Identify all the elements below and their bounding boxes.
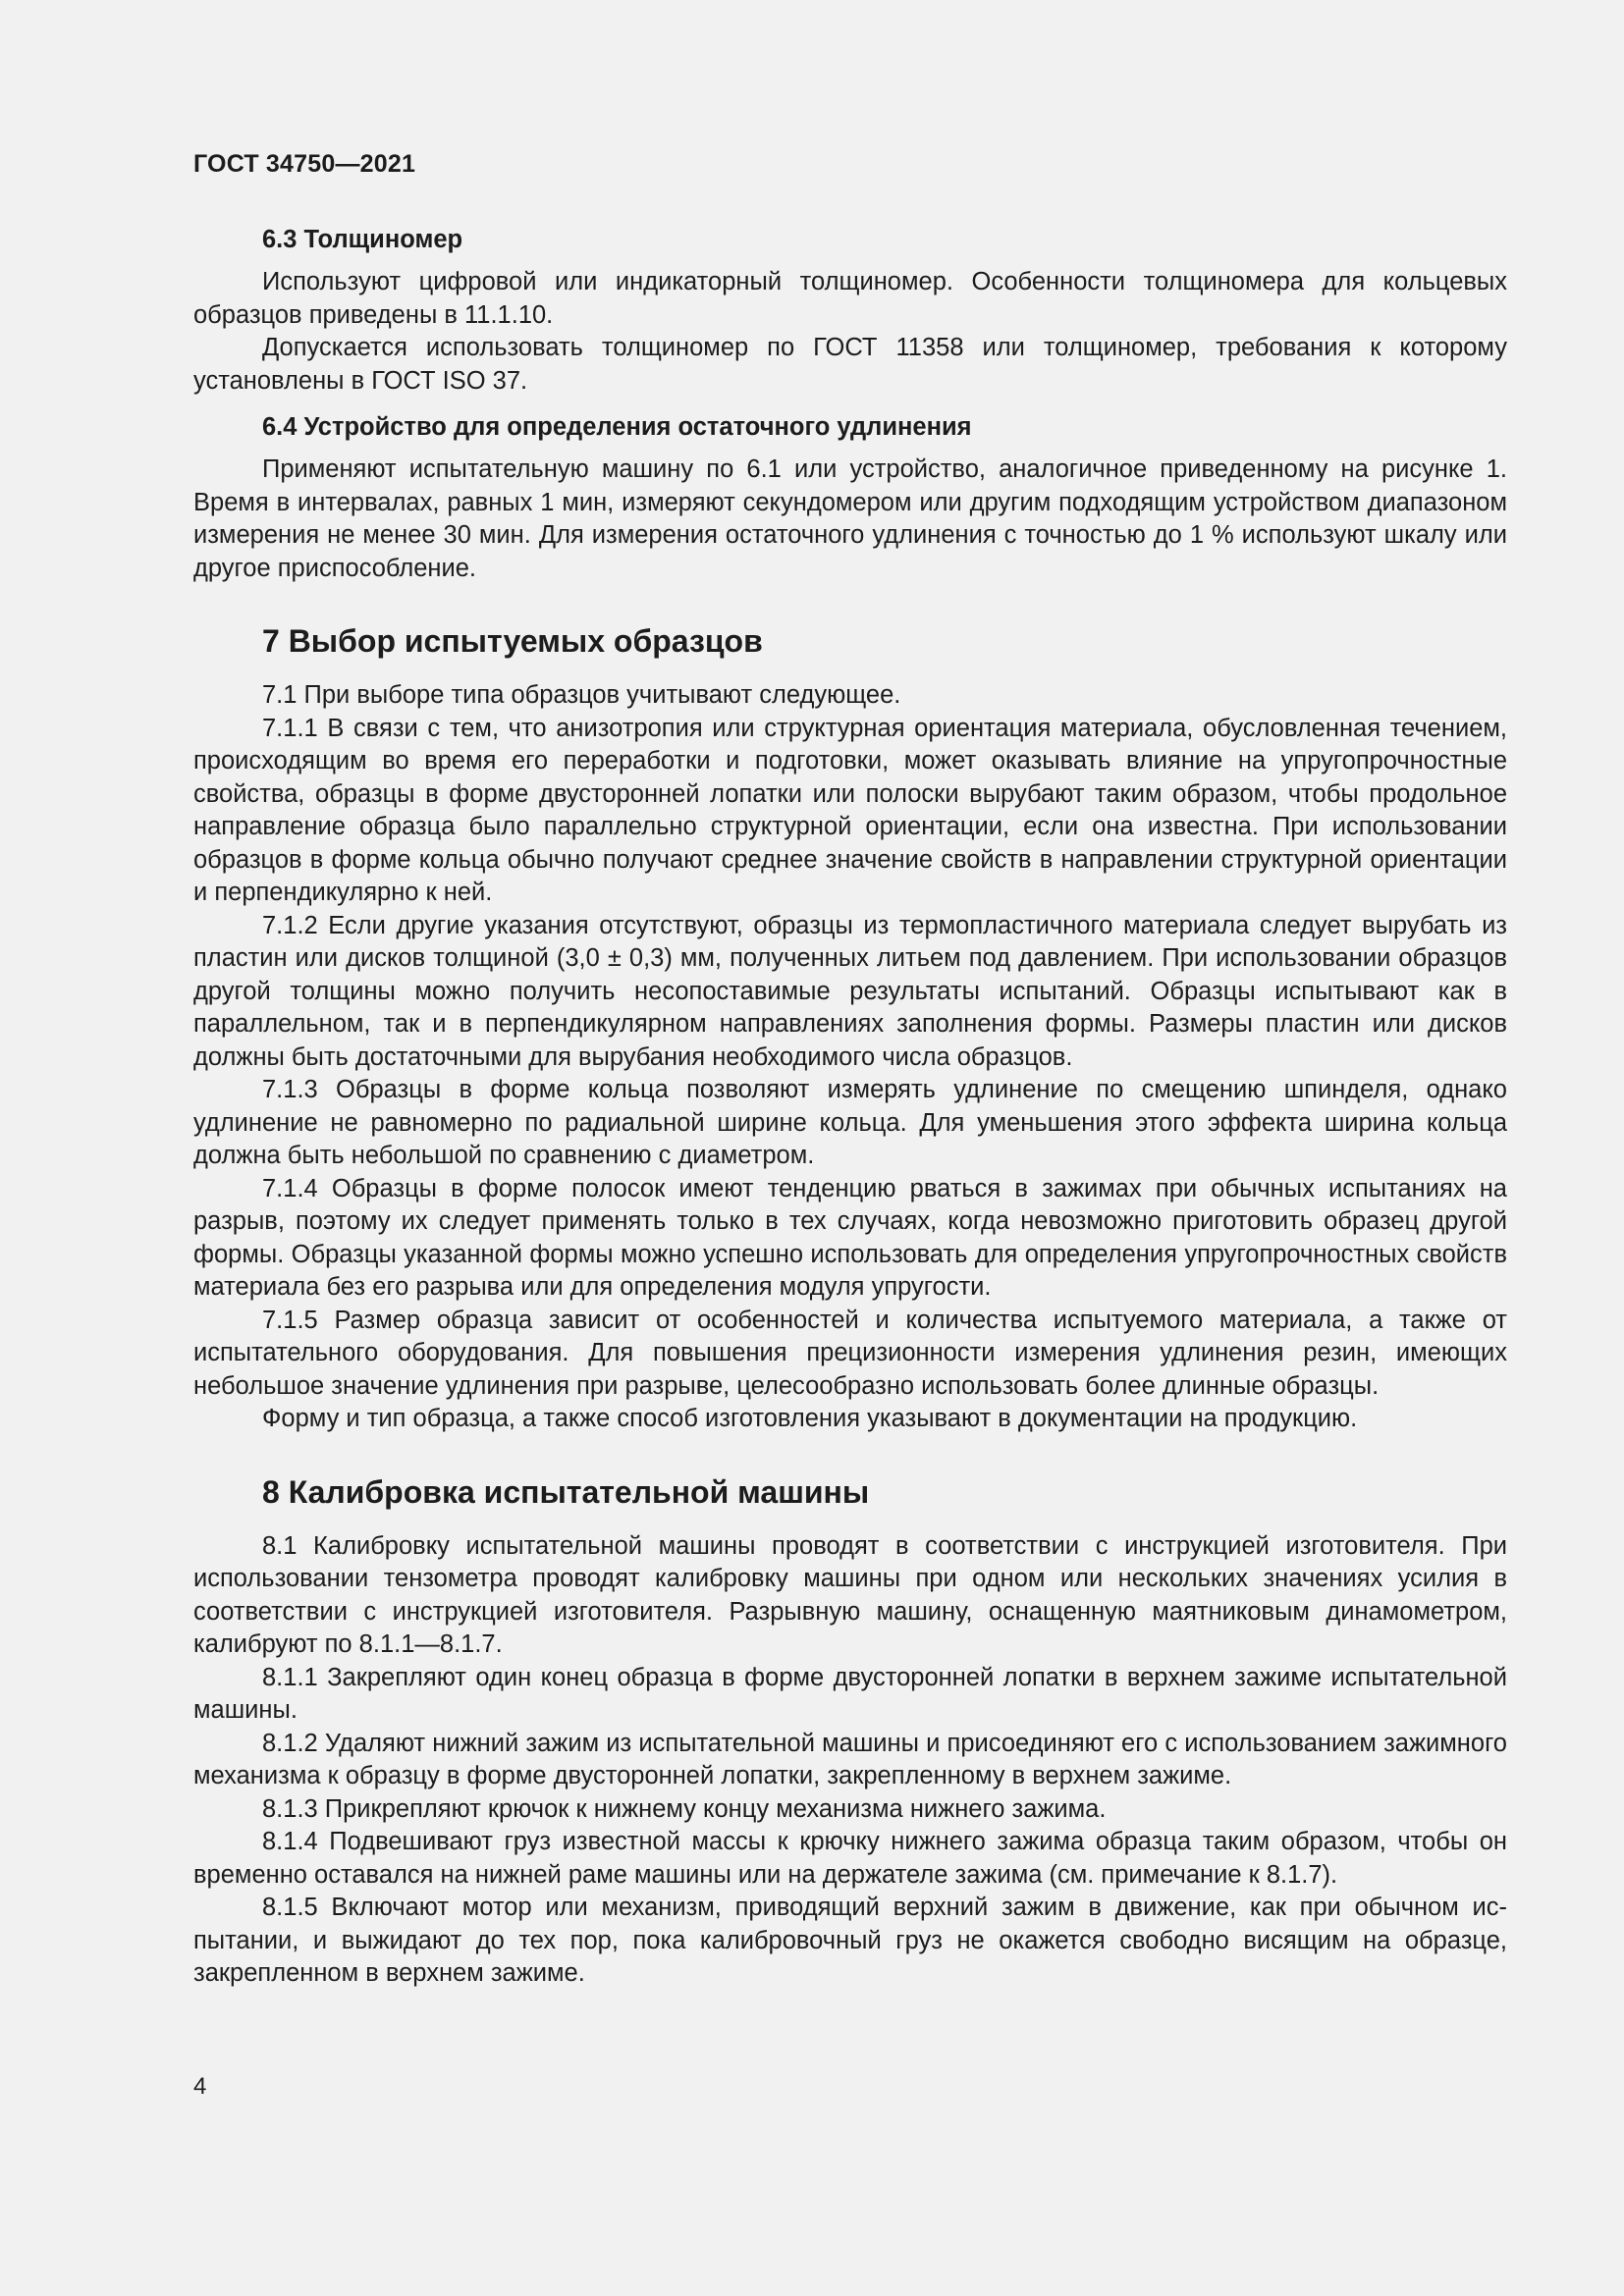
paragraph: 8.1 Калибровку испытательной машины проводят в соответствии с инструкцией изготовителя. При использовании тензометра проводят калибровку машины при одном или нескольких значениях усилия в соответствии с инструкцией изготовителя. Разрывную машину, оснащенную маятниковым динамометром, калибруют по 8.1.1—8.1.7. [193, 1531, 1507, 1658]
paragraph: 8.1.1 Закрепляют один конец образца в форме двусторонней лопатки в верхнем зажиме испытательной машины. [193, 1663, 1507, 1724]
paragraph: Допускается использовать толщиномер по ГОСТ 11358 или толщиномер, требования к которому установлены в ГОСТ ISO 37. [193, 334, 1507, 395]
subsection-heading-6-3: 6.3 Толщиномер [262, 226, 463, 253]
paragraph: 8.1.3 Прикрепляют крючок к нижнему концу механизма нижнего зажима. [262, 1794, 1107, 1823]
paragraph: 8.1.4 Подвешивают груз известной массы к крючку нижнего зажима образца таким образом, чтобы он временно оставался на нижней раме машины или на держателе зажима (см. примечание к 8.1.7). [193, 1828, 1507, 1889]
paragraph: 7.1 При выборе типа образцов учитывают следующее. [262, 681, 901, 709]
paragraph: 8.1.5 Включают мотор или механизм, приводящий верхний зажим в движение, как при обычном испытании, и выжидают до тех пор, пока калибровочный груз не окажется свободно висящим на образце, закрепленном в верхнем зажиме. [193, 1894, 1507, 1987]
paragraph: Используют цифровой или индикаторный толщиномер. Особенности толщиномера для кольцевых образцов приведены в 11.1.10. [193, 268, 1507, 329]
paragraph: 7.1.1 В связи с тем, что анизотропия или структурная ориентация материала, обусловленная течением, происходящим во время его переработки и подготовки, может оказывать влияние на упругопрочностные свойства, образцы в форме двусторонней лопатки или полоски вырубают таким образом, чтобы продольное направление образца было параллельно структурной ориентации, если она известна. При использовании образцов в форме кольца обычно получают среднее значение свойств в направлении структурной ориентации и перпендикулярно к ней. [193, 714, 1507, 906]
paragraph: 8.1.2 Удаляют нижний зажим из испытательной машины и присоединяют его с использованием зажимного механизма к образцу в форме двусторонней лопатки, закрепленному в верхнем зажиме. [193, 1729, 1507, 1789]
subsection-heading-6-4: 6.4 Устройство для определения остаточного удлинения [262, 413, 972, 441]
paragraph: 7.1.4 Образцы в форме полосок имеют тенденцию рваться в зажимах при обычных испытаниях на разрыв, поэтому их следует применять только в тех случаях, когда невозможно приготовить образец другой формы. Образцы указанной формы можно успешно использовать для определения упругопрочностных свойств материала без его разрыва или для определения модуля упругости. [193, 1174, 1507, 1301]
page-number: 4 [193, 2073, 207, 2100]
paragraph: Применяют испытательную машину по 6.1 или устройство, аналогичное приведенному на рисунке 1. Время в интервалах, равных 1 мин, измеряют секундомером или другим подходящим устройством диапазоном измерения не менее 30 мин. Для измерения остаточного удлинения с точностью до 1 % используют шкалу или другое приспособление. [193, 455, 1507, 582]
section-heading-7: 7 Выбор испытуемых образцов [262, 623, 763, 659]
document-body [193, 224, 1507, 1991]
paragraph: 7.1.5 Размер образца зависит от особенностей и количества испытуемого материала, а также от испытательного оборудования. Для повышения прецизионности измерения удлинения резин, имеющих небольшое значение удлинения при разрыве, целесообразно использовать более длинные образцы. [193, 1306, 1507, 1400]
document-header: ГОСТ 34750—2021 [193, 150, 416, 178]
paragraph: 7.1.3 Образцы в форме кольца позволяют измерять удлинение по смещению шпинделя, однако удлинение не равномерно по радиальной ширине кольца. Для уменьшения этого эффекта ширина кольца должна быть небольшой по сравнению с диаметром. [193, 1076, 1507, 1169]
paragraph: 7.1.2 Если другие указания отсутствуют, образцы из термопластичного материала следует вырубать из пластин или дисков толщиной (3,0 ± 0,3) мм, полученных литьем под давлением. При использовании образцов другой толщины можно получить несопоставимые результаты испытаний. Образцы испытывают как в параллельном, так и в перпендикулярном направлениях заполнения формы. Размеры пластин или дисков должны быть достаточными для вырубания необходимого числа образцов. [193, 911, 1507, 1071]
section-heading-8: 8 Калибровка испытательной машины [262, 1473, 870, 1510]
paragraph: Форму и тип образца, а также способ изготовления указывают в документации на продукцию. [262, 1405, 1358, 1432]
